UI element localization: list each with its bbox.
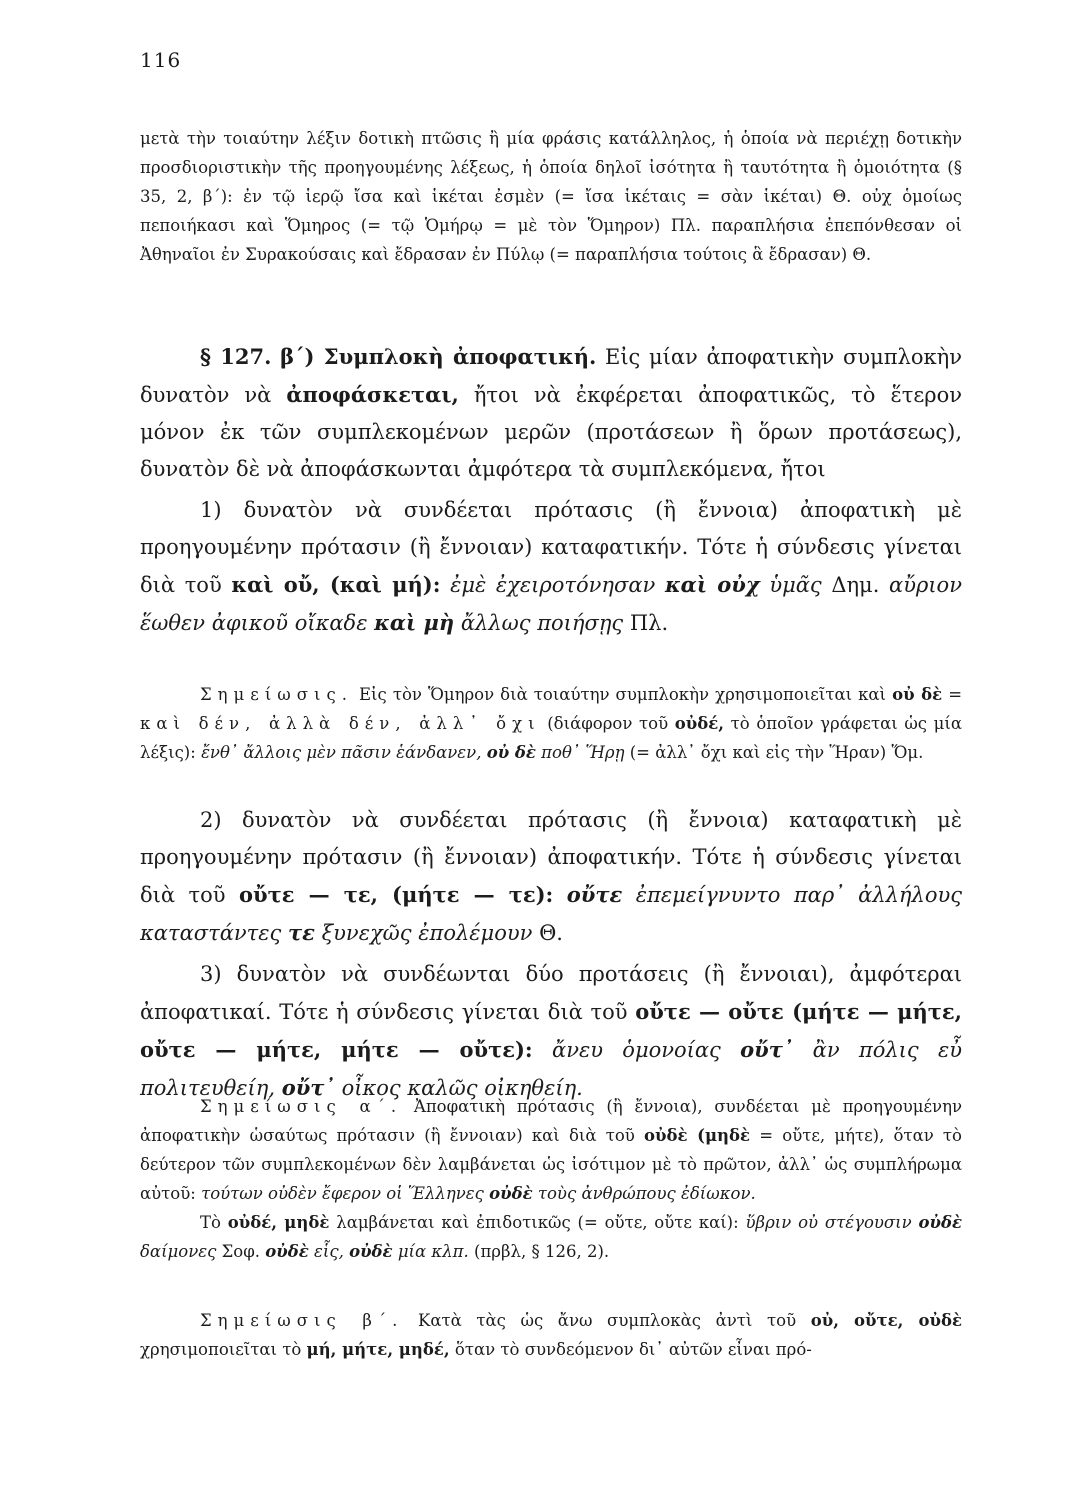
note-a2-example-2-bold-b: οὐδὲ	[349, 1242, 393, 1261]
note-a-text-b: = οὔτε, μήτε), ὅταν τὸ δεύτερον τῶν συμπλεκομένων δὲν λαμβάνεται ὡς ἰσότιμον μὲ τὸ πρῶτον, ἀλλ᾽ ὡς συμπλήρωμα αὐτοῦ:	[140, 1126, 962, 1203]
section-keyword: ἀποφάσκεται,	[286, 382, 459, 407]
note-a2-example-2-rest: μία κλπ.	[397, 1242, 469, 1261]
case-2-example-bold-1: οὔτε	[566, 882, 623, 907]
note-1-text-c: (διάφορον τοῦ	[547, 714, 669, 733]
note-a2-reference: (πρβλ, § 126, 2).	[474, 1242, 610, 1261]
section-text-b: ἤτοι νὰ ἐκφέρεται ἀποφατικῶς, τὸ ἕτερον μόνον ἐκ τῶν συμπλεκομένων μερῶν (προτάσεων ἢ ὅρων προτάσεως), δυνατὸν δὲ νὰ ἀποφάσκωνται ἀμφότερα τὰ συμπλεκόμενα, ἤτοι	[140, 383, 962, 481]
note-b-text-c: ὅταν τὸ συνδεόμενον δι᾽ αὐτῶν εἶναι πρό-	[454, 1340, 812, 1359]
cases-2-3	[140, 802, 962, 1107]
case-1-source-2: Πλ.	[629, 611, 669, 635]
case-1-example-1-rest: ὑμᾶς	[769, 573, 822, 597]
note-b-text-a: Κατὰ τὰς ὡς ἄνω συμπλοκὰς ἀντὶ τοῦ	[418, 1311, 797, 1330]
case-1-example-2-rest: ἄλλως ποιήσῃς	[460, 611, 624, 635]
note-a2-example-2-bold: οὐδὲ	[265, 1242, 309, 1261]
note-a2-paragraph	[140, 1208, 962, 1266]
case-1-text: 1) δυνατὸν νὰ συνδέεται πρότασις (ἢ ἔννοια) ἀποφατικὴ μὲ προηγουμένην πρότασιν (ἢ ἔννοιαν) καταφατικήν. Τότε ἡ σύνδεσις γίνεται διὰ τοῦ	[140, 498, 962, 597]
page-number: 116	[140, 48, 182, 72]
case-3	[140, 956, 962, 1107]
note-a2-text-b: λαμβάνεται καὶ ἐπιδοτικῶς (= οὔτε, οὔτε καί):	[336, 1213, 739, 1232]
note-a-text-a: Ἀποφατικὴ πρότασις (ἢ ἔννοια), συνδέεται μὲ προηγουμένην ἀποφατικὴν ὡσαύτως πρότασιν (ἢ ἔννοιαν) καὶ διὰ τοῦ	[140, 1097, 963, 1145]
case-2-source: Θ.	[539, 921, 563, 945]
note-a2-example: ὕβριν οὐ στέγουσιν	[745, 1213, 912, 1232]
case-2-example: ἐπεμείγνυντο παρ᾽ ἀλλήλους καταστάντες	[140, 883, 962, 945]
section-title: β΄) Συμπλοκὴ ἀποφατική.	[280, 344, 597, 369]
section-text-a: Εἰς μίαν ἀποφατικὴν συμπλοκὴν δυνατὸν νὰ	[140, 345, 962, 407]
note-a2-example-bold: οὐδὲ	[918, 1213, 962, 1232]
note-b-bold-a: οὐ, οὔτε, οὐδὲ	[810, 1311, 962, 1330]
case-2	[140, 802, 962, 952]
case-2-example-bold-2: τε	[288, 920, 315, 945]
note-a-example: τούτων οὐδὲν ἔφερον οἱ Ἕλληνες	[201, 1184, 484, 1203]
case-1-source-1: Δημ.	[831, 573, 880, 597]
section-number: § 127.	[200, 344, 272, 369]
note-1-bold-b: οὐδέ,	[674, 714, 724, 733]
note-a2-text-a: Τὸ	[200, 1213, 221, 1232]
section-127	[140, 338, 962, 642]
case-3-example-b: ἂν πόλις εὖ πολιτευθείη,	[140, 1038, 963, 1100]
case-1-conj: καὶ οὔ, (καὶ μή):	[231, 572, 441, 597]
note-1-text-d: τὸ ὁποῖον γράφεται ὡς μία λέξις):	[140, 714, 963, 762]
note-a-label: Σημείωσις α΄.	[200, 1097, 403, 1116]
note-1-text-e: (= ἀλλ᾽ ὄχι καὶ εἰς τὴν Ἥραν) Ὅμ.	[629, 743, 924, 762]
intro-text: μετὰ τὴν τοιαύτην λέξιν δοτικὴ πτῶσις ἢ μία φράσις κατάλληλος, ἡ ὁποία νὰ περιέχῃ δοτικὴν προσδιοριστικὴν τῆς προηγουμένης λέξεως, ἡ ὁποία δηλοῖ ἰσότητα ἢ ταυτότητα ἢ ὁμοιότητα (§ 35, 2, β΄): ἐν τῷ ἱερῷ ἴσα καὶ ἱκέται ἐσμὲν (= ἴσα ἱκέταις = σὰν ἱκέται) Θ. οὐχ ὁμοίως πεποιήκασι καὶ Ὅμηρος (= τῷ Ὁμήρῳ = μὲ τὸν Ὅμηρον) Πλ. παραπλήσια ἐπεπόνθεσαν οἱ Ἀθηναῖοι ἐν Συρακούσαις καὶ ἔδρασαν ἐν Πύλῳ (= παραπλήσια τούτοις ἃ ἔδρασαν) Θ.	[140, 129, 962, 264]
note-1-bold-a: οὐ δὲ	[892, 685, 943, 704]
note-a-bold-a: οὐδὲ (μηδὲ	[643, 1126, 751, 1145]
note-1-text-a: Εἰς τὸν Ὅμηρον διὰ τοιαύτην συμπλοκὴν χρησιμοποιεῖται καὶ	[359, 685, 887, 704]
note-a2-example-rest: δαίμονες	[140, 1242, 217, 1261]
case-3-text: 3) δυνατὸν νὰ συνδέωνται δύο προτάσεις (ἢ ἔννοιαι), ἀμφότεραι ἀποφατικαί. Τότε ἡ σύνδεσις γίνεται διὰ τοῦ	[140, 962, 962, 1024]
note-a2-source: Σοφ.	[221, 1242, 260, 1261]
case-2-example-rest: ξυνεχῶς ἐπολέμουν	[321, 921, 533, 945]
case-3-example-bold-2: οὔτ᾽	[281, 1075, 335, 1100]
note-a-example-rest: τοὺς ἀνθρώπους ἐδίωκον.	[537, 1184, 756, 1203]
note-1-spaced: καὶ δέν, ἀλλὰ δέν, ἀλλ᾽ ὄχι	[140, 714, 541, 733]
case-1-example-2: αὔριον ἕωθεν ἀφικοῦ οἴκαδε	[140, 573, 962, 635]
case-2-conj: οὔτε — τε, (μήτε — τε):	[239, 882, 554, 907]
case-1-example-2-bold: καὶ μὴ	[374, 610, 455, 635]
note-b-paragraph	[140, 1306, 962, 1364]
case-1	[140, 492, 962, 642]
note-b-text-b: χρησιμοποιεῖται τὸ	[140, 1340, 302, 1359]
note-1	[140, 680, 962, 767]
case-1-example-1: ἐμὲ ἐχειροτόνησαν	[450, 573, 656, 597]
intro-paragraph	[140, 124, 962, 269]
note-1-paragraph	[140, 680, 962, 767]
note-b-label: Σημείωσις β΄.	[200, 1311, 404, 1330]
case-3-conj: οὔτε — οὔτε (μήτε — μήτε, οὔτε — μήτε, μήτε — οὔτε):	[140, 999, 962, 1062]
note-1-example: ἔνθ᾽ ἄλλοις μὲν πᾶσιν ἑάνδανεν,	[201, 743, 482, 762]
note-1-text-b: =	[948, 685, 963, 704]
note-1-bold-c: οὐ δὲ	[486, 743, 536, 762]
case-3-example-bold-1: οὔτ᾽	[740, 1037, 794, 1062]
case-3-example-a: ἄνευ ὁμονοίας	[552, 1038, 721, 1062]
note-a2-example-2: εἷς,	[314, 1242, 344, 1261]
note-a2-bold-a: οὐδέ, μηδὲ	[227, 1213, 330, 1232]
case-2-text: 2) δυνατὸν νὰ συνδέεται πρότασις (ἢ ἔννοια) καταφατικὴ μὲ προηγουμένην πρότασιν (ἢ ἔννοιαν) ἀποφατικήν. Τότε ἡ σύνδεσις γίνεται διὰ τοῦ	[140, 808, 962, 907]
note-b	[140, 1306, 962, 1364]
note-a-paragraph	[140, 1092, 962, 1208]
note-a	[140, 1092, 962, 1266]
case-1-example-1-bold: καὶ οὐχ	[664, 572, 760, 597]
note-b-bold-b: μή, μήτε, μηδέ,	[306, 1340, 450, 1359]
section-127-paragraph	[140, 338, 962, 488]
note-a-example-bold: οὐδὲ	[489, 1184, 533, 1203]
note-1-example-b: ποθ᾽ Ἥρῃ	[541, 743, 625, 762]
note-1-label: Σημείωσις.	[200, 685, 353, 704]
case-3-example-c: οἶκος καλῶς οἰκηθείη.	[341, 1076, 583, 1100]
